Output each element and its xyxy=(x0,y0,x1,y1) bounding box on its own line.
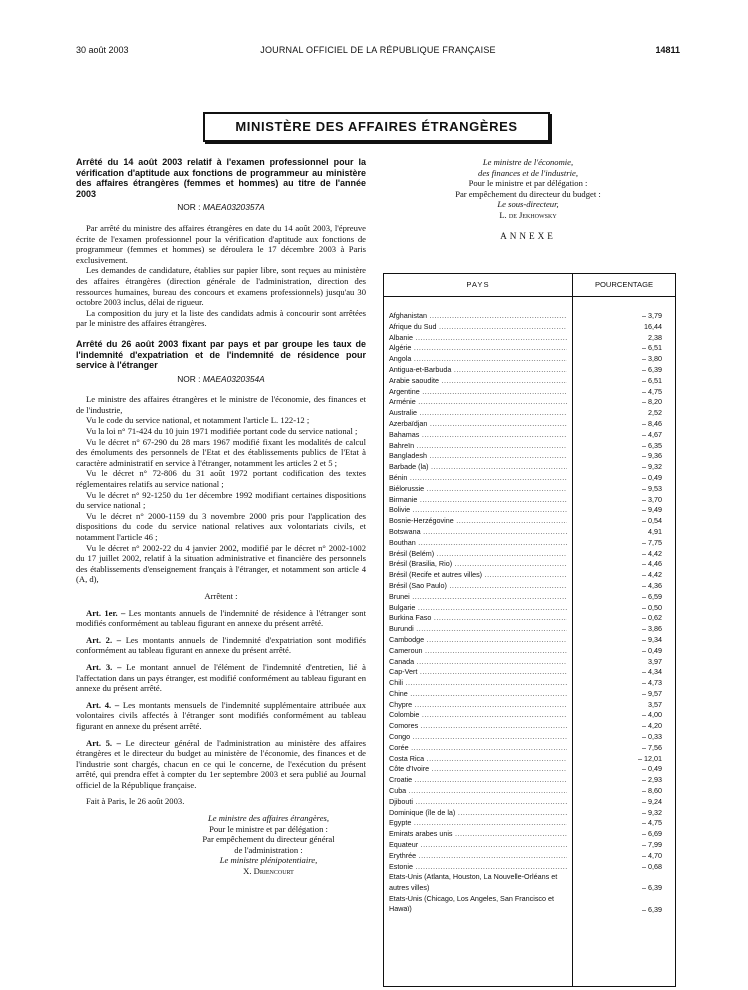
fait-a-paris: Fait à Paris, le 26 août 2003. xyxy=(86,796,185,807)
percentage-value: – 4,34 xyxy=(642,667,662,677)
article-4 xyxy=(76,700,366,732)
percentage-value: – 6,51 xyxy=(642,375,662,385)
country-name: Corée ..... xyxy=(389,743,567,754)
arrete1-nor-code: MAEA0320357A xyxy=(202,202,265,213)
sig1-title: Le ministre plénipotentiaire, xyxy=(219,855,318,866)
sig1-line1: Pour le ministre et par délégation : xyxy=(209,823,328,834)
table-row xyxy=(389,430,675,441)
percentage-value: – 6,59 xyxy=(642,591,662,601)
percentage-value: – 2,93 xyxy=(642,775,662,785)
arrete1-nor-label: NOR : xyxy=(177,202,201,213)
percentage-value: – 6,51 xyxy=(642,343,662,353)
table-row xyxy=(389,840,675,851)
percentage-value: – 8,60 xyxy=(642,786,662,796)
visa-line: Vu le décret n° 2000-1159 du 3 novembre 2000 pris pour l'application des dispositions du code du service national relatives aux volontariats civils, et notamment l'article 46 ; xyxy=(76,510,366,542)
country-name: Bulgarie ..... xyxy=(389,603,567,614)
country-name: Albanie ..... xyxy=(389,333,567,344)
arrete2-nor-code: MAEA0320354A xyxy=(202,373,265,384)
percentage-value: 2,52 xyxy=(648,408,662,418)
article-5 xyxy=(76,738,366,791)
header-page-number: 14811 xyxy=(655,45,680,55)
country-name: Bosnie-Herzégovine ..... xyxy=(389,516,567,527)
country-name: Afrique du Sud ..... xyxy=(389,322,567,333)
table-row xyxy=(389,754,675,765)
country-name: Botswana ..... xyxy=(389,527,567,538)
country-name: Argentine ..... xyxy=(389,387,567,398)
arrete1-paragraph-2: Les demandes de candidature, établies sur papier libre, sont reçues au ministère des affaires étrangères (direction générale de l'administration, direction des ressources humaines, bureau des concours et examens professionnels) jusqu'au 30 octobre 2003 inclus, délai de rigueur. xyxy=(76,265,366,308)
percentage-value: 3,57 xyxy=(648,699,662,709)
percentage-value: – 6,39 xyxy=(642,904,662,914)
country-name: Bahamas ..... xyxy=(389,430,567,441)
country-name: Cameroun ..... xyxy=(389,646,567,657)
percentage-value: 3,97 xyxy=(648,656,662,666)
percentage-value: – 4,42 xyxy=(642,570,662,580)
country-name: Antigua-et-Barbuda ..... xyxy=(389,365,567,376)
country-name: Etats-Unis (Atlanta, Houston, La Nouvelle-Orléans et autres villes) xyxy=(389,872,558,892)
table-row xyxy=(389,764,675,775)
table-row xyxy=(389,592,675,603)
percentage-value: – 9,32 xyxy=(642,462,662,472)
table-row xyxy=(389,678,675,689)
percentage-value: – 6,69 xyxy=(642,829,662,839)
arrete2-title: Arrêté du 26 août 2003 fixant par pays et par groupe les taux de l'indemnité d'expatriation et de l'indemnité de résidence pour service à l'étranger xyxy=(76,338,366,371)
table-row xyxy=(389,786,675,797)
country-name: Cuba ..... xyxy=(389,786,567,797)
arrete2-nor xyxy=(76,374,366,385)
country-name: Djibouti ..... xyxy=(389,797,567,808)
arrete1-nor xyxy=(76,202,366,213)
percentage-value: – 0,49 xyxy=(642,764,662,774)
percentage-value: – 4,67 xyxy=(642,429,662,439)
percentage-value: – 3,70 xyxy=(642,494,662,504)
table-row xyxy=(389,700,675,711)
country-name: Bahreïn ..... xyxy=(389,441,567,452)
country-name: Cap-Vert ..... xyxy=(389,667,567,678)
table-row xyxy=(389,419,675,430)
country-name: Birmanie ..... xyxy=(389,495,567,506)
percentage-value: – 6,39 xyxy=(642,364,662,374)
table-row xyxy=(389,603,675,614)
country-name: Burundi ..... xyxy=(389,624,567,635)
table-row xyxy=(389,549,675,560)
percentage-value: – 4,46 xyxy=(642,559,662,569)
table-row xyxy=(389,657,675,668)
sig1-name: X. Driencourt xyxy=(243,866,294,877)
article-3 xyxy=(76,662,366,694)
country-name: Arménie ..... xyxy=(389,397,567,408)
table-row xyxy=(389,376,675,387)
percentage-value: – 9,32 xyxy=(642,807,662,817)
percentage-value: – 9,57 xyxy=(642,688,662,698)
table-row xyxy=(389,818,675,829)
percentage-value: – 0,49 xyxy=(642,645,662,655)
table-row xyxy=(389,862,675,873)
sig2-line2: Par empêchement du directeur du budget : xyxy=(455,188,601,199)
header-journal-title: JOURNAL OFFICIEL DE LA RÉPUBLIQUE FRANÇAISE xyxy=(260,45,496,55)
percentage-value: – 0,50 xyxy=(642,602,662,612)
article-4-label: Art. 4. – xyxy=(86,699,120,710)
country-name: Brésil (Sao Paulo) ..... xyxy=(389,581,567,592)
percentage-value: – 9,36 xyxy=(642,451,662,461)
country-name: Egypte ..... xyxy=(389,818,567,829)
percentage-value: – 7,99 xyxy=(642,840,662,850)
country-name: Canada ..... xyxy=(389,657,567,668)
visa-line: Vu le code du service national, et notamment l'article L. 122-12 ; xyxy=(86,415,310,426)
percentage-value: – 4,75 xyxy=(642,818,662,828)
article-1-text: Les montants annuels de l'indemnité de résidence à l'étranger sont modifiés conformément au tableau figurant en annexe du présent arrêté. xyxy=(76,607,366,629)
visa-line: Vu le décret n° 67-290 du 28 mars 1967 modifié fixant les modalités de calcul des émoluments des personnels de l'Etat et des établissements publics de l'Etat à caractère administratif en service à l'étranger, notamment les articles 2 et 5 ; xyxy=(76,436,366,468)
percentage-value: – 3,86 xyxy=(642,624,662,634)
sig1-role: Le ministre des affaires étrangères, xyxy=(207,813,330,824)
visa-line: Vu la loi n° 71-424 du 10 juin 1971 modifiée portant code du service national ; xyxy=(86,426,358,437)
percentage-value: – 6,39 xyxy=(642,883,662,893)
article-2 xyxy=(76,635,366,656)
header-date: 30 août 2003 xyxy=(76,45,129,55)
table-row xyxy=(389,797,675,808)
country-name: Brunei ..... xyxy=(389,592,567,603)
country-name: Azerbaïdjan ..... xyxy=(389,419,567,430)
percentage-value: – 9,24 xyxy=(642,796,662,806)
percentage-value: – 4,42 xyxy=(642,548,662,558)
table-row xyxy=(389,646,675,657)
percentage-value: – 3,79 xyxy=(642,311,662,320)
percentage-value: – 4,20 xyxy=(642,721,662,731)
table-header xyxy=(384,274,675,297)
arrete1-title: Arrêté du 14 août 2003 relatif à l'examen professionnel pour la vérification d'aptitude aux fonctions de programmeur au ministère des affaires étrangères (femmes et hommes) au titre de l'année 2003 xyxy=(76,157,366,199)
annexe-table xyxy=(383,273,676,987)
country-name: Bénin ..... xyxy=(389,473,567,484)
table-row xyxy=(389,473,675,484)
table-row xyxy=(389,732,675,743)
percentage-value: – 6,35 xyxy=(642,440,662,450)
country-name: Emirats arabes unis ..... xyxy=(389,829,567,840)
country-name: Congo ..... xyxy=(389,732,567,743)
country-name: Arabie saoudite ..... xyxy=(389,376,567,387)
table-row xyxy=(389,505,675,516)
country-name: Erythrée ..... xyxy=(389,851,567,862)
table-row xyxy=(389,721,675,732)
table-row xyxy=(389,851,675,862)
table-row xyxy=(389,322,675,333)
article-5-label: Art. 5. – xyxy=(86,737,121,748)
percentage-value: – 9,34 xyxy=(642,634,662,644)
table-row xyxy=(389,581,675,592)
country-name: Dominique (île de la) ..... xyxy=(389,808,567,819)
table-row xyxy=(389,775,675,786)
sig1-line2: Par empêchement du directeur général xyxy=(202,834,335,845)
article-1-label: Art. 1er. – xyxy=(86,607,126,618)
arretent-heading: Arrêtent : xyxy=(204,590,238,601)
table-row xyxy=(389,829,675,840)
country-name: Brésil (Belém) ..... xyxy=(389,549,567,560)
country-name: Cambodge ..... xyxy=(389,635,567,646)
country-name: Chili ..... xyxy=(389,678,567,689)
left-column xyxy=(76,157,366,877)
article-1 xyxy=(76,608,366,629)
arrete1-paragraph-3: La composition du jury et la liste des candidats admis à concourir sont arrêtées par le ministre des affaires étrangères. xyxy=(76,307,366,329)
sig2-role2: des finances et de l'industrie, xyxy=(478,167,578,178)
percentage-value: – 8,20 xyxy=(642,397,662,407)
visa-line: Vu le décret n° 72-806 du 31 août 1972 portant codification des textes réglementaires relatifs au service national ; xyxy=(76,468,366,490)
country-name: Equateur ..... xyxy=(389,840,567,851)
percentage-value: 4,91 xyxy=(648,526,662,536)
sig2-role1: Le ministre de l'économie, xyxy=(482,157,574,167)
country-name: Bangladesh ..... xyxy=(389,451,567,462)
table-row xyxy=(389,441,675,452)
country-name: Chine ..... xyxy=(389,689,567,700)
sig1-line3: de l'administration : xyxy=(234,844,303,855)
percentage-value: – 7,75 xyxy=(642,537,662,547)
sig2-name: L. de Jekhowsky xyxy=(499,209,557,220)
table-row xyxy=(389,311,675,322)
table-row xyxy=(389,354,675,365)
table-row xyxy=(389,570,675,581)
country-name: Côte d'Ivoire ..... xyxy=(389,764,567,775)
table-row xyxy=(389,408,675,419)
country-name: Comores ..... xyxy=(389,721,567,732)
country-name: Biélorussie ..... xyxy=(389,484,567,495)
column-header-country: PAYS xyxy=(466,280,490,289)
page-header xyxy=(76,42,680,58)
country-name: Chypre ..... xyxy=(389,700,567,711)
table-row xyxy=(389,397,675,408)
country-name: Afghanistan ..... xyxy=(389,311,567,322)
table-row xyxy=(389,365,675,376)
country-name: Costa Rica ..... xyxy=(389,754,567,765)
annexe-heading: ANNEXE xyxy=(500,230,556,241)
country-name: Barbade (la) ..... xyxy=(389,462,567,473)
table-row xyxy=(389,333,675,344)
table-row xyxy=(389,689,675,700)
article-3-text: Le montant annuel de l'élément de l'indemnité d'entretien, lié à l'affectation dans un pays étranger, est modifié conformément au tableau figurant en annexe du présent arrêté. xyxy=(76,661,367,694)
table-row xyxy=(389,484,675,495)
visa-line: Vu le décret n° 92-1250 du 1er décembre 1992 modifiant certaines dispositions du service national ; xyxy=(76,489,366,511)
percentage-value: – 0,54 xyxy=(642,516,662,526)
arrete1-paragraph-1: Par arrêté du ministre des affaires étrangères en date du 14 août 2003, l'épreuve écrite de l'examen professionnel pour la vérification d'aptitude aux fonctions de programmeur (femmes et hommes) se déroulera le 17 décembre 2003 à Paris exclusivement. xyxy=(76,222,366,265)
table-row xyxy=(389,451,675,462)
table-row xyxy=(389,516,675,527)
table-row xyxy=(389,613,675,624)
signature-economy xyxy=(383,157,673,221)
percentage-value: – 4,75 xyxy=(642,386,662,396)
table-row xyxy=(389,710,675,721)
percentage-value: 16,44 xyxy=(644,321,662,331)
visa-line: Vu le décret n° 2002-22 du 4 janvier 2002, modifié par le décret n° 2002-1002 du 17 juillet 2002, relatif à la situation administrative et financière des personnels des établissements d'enseignement français à l'étranger, et notamment son article 4 (A, d), xyxy=(76,542,366,585)
right-column xyxy=(383,157,673,243)
percentage-value: – 0,49 xyxy=(642,472,662,482)
country-name: Brésil (Recife et autres villes) ..... xyxy=(389,570,567,581)
table-body xyxy=(389,311,675,916)
table-row xyxy=(389,387,675,398)
table-row xyxy=(389,538,675,549)
percentage-value: – 8,46 xyxy=(642,418,662,428)
article-2-text: Les montants annuels de l'indemnité d'expatriation sont modifiés conformément au tableau figurant en annexe du présent arrêté. xyxy=(76,634,366,656)
percentage-value: – 4,73 xyxy=(642,678,662,688)
country-name: Croatie ..... xyxy=(389,775,567,786)
percentage-value: – 0,62 xyxy=(642,613,662,623)
table-row xyxy=(389,559,675,570)
table-row xyxy=(389,743,675,754)
ministry-heading-box xyxy=(203,112,550,142)
arrete2-nor-label: NOR : xyxy=(177,373,201,384)
article-4-text: Les montants mensuels de l'indemnité supplémentaire attribuée aux volontaires civils affectés à l'étranger sont modifiés conformément au tableau figurant en annexe du présent arrêté. xyxy=(76,699,367,731)
country-name: Bolivie ..... xyxy=(389,505,567,516)
country-name: Angola ..... xyxy=(389,354,567,365)
country-name: Bouthan ..... xyxy=(389,538,567,549)
table-row xyxy=(389,808,675,819)
country-name: Etats-Unis (Chicago, Los Angeles, San Francisco et Hawaï) xyxy=(389,894,554,914)
article-5-text: Le directeur général de l'administration au ministère des affaires étrangères et le directeur du budget au ministère de l'économie, des finances et de l'industrie sont chargés, chacun en ce qui le concerne, de l'exécution du présent arrêté, qui prendra effet à compter du 1er septembre 2003 et sera publié au Journal officiel de la République française. xyxy=(76,737,366,790)
percentage-value: – 9,49 xyxy=(642,505,662,515)
table-row xyxy=(389,495,675,506)
percentage-value: – 4,36 xyxy=(642,580,662,590)
percentage-value: – 0,68 xyxy=(642,861,662,871)
percentage-value: – 4,70 xyxy=(642,850,662,860)
article-2-label: Art. 2. – xyxy=(86,634,122,645)
country-name: Colombie ..... xyxy=(389,710,567,721)
sig2-title: Le sous-directeur, xyxy=(497,199,559,210)
percentage-value: 2,38 xyxy=(648,332,662,342)
table-row xyxy=(389,667,675,678)
visa-line: Le ministre des affaires étrangères et le ministre de l'économie, des finances et de l'industrie, xyxy=(76,394,366,415)
table-row xyxy=(389,462,675,473)
column-header-percentage: POURCENTAGE xyxy=(572,274,675,296)
percentage-value: – 7,56 xyxy=(642,742,662,752)
percentage-value: – 0,33 xyxy=(642,732,662,742)
sig2-line1: Pour le ministre et par délégation : xyxy=(468,178,588,189)
percentage-value: – 3,80 xyxy=(642,354,662,364)
percentage-value: – 4,00 xyxy=(642,710,662,720)
signature-foreign-affairs xyxy=(171,813,366,877)
country-name: Estonie ..... xyxy=(389,862,567,873)
article-3-label: Art. 3. – xyxy=(86,661,122,672)
country-name: Burkina Faso ..... xyxy=(389,613,567,624)
percentage-value: – 9,53 xyxy=(642,483,662,493)
table-row xyxy=(389,635,675,646)
table-row xyxy=(389,872,675,894)
country-name: Algérie ..... xyxy=(389,343,567,354)
table-row xyxy=(389,624,675,635)
percentage-value: – 12,01 xyxy=(638,753,662,763)
table-row xyxy=(389,343,675,354)
table-row xyxy=(389,894,675,916)
table-row xyxy=(389,527,675,538)
ministry-heading: MINISTÈRE DES AFFAIRES ÉTRANGÈRES xyxy=(235,119,518,134)
country-name: Australie ..... xyxy=(389,408,567,419)
country-name: Brésil (Brasilia, Rio) ..... xyxy=(389,559,567,570)
